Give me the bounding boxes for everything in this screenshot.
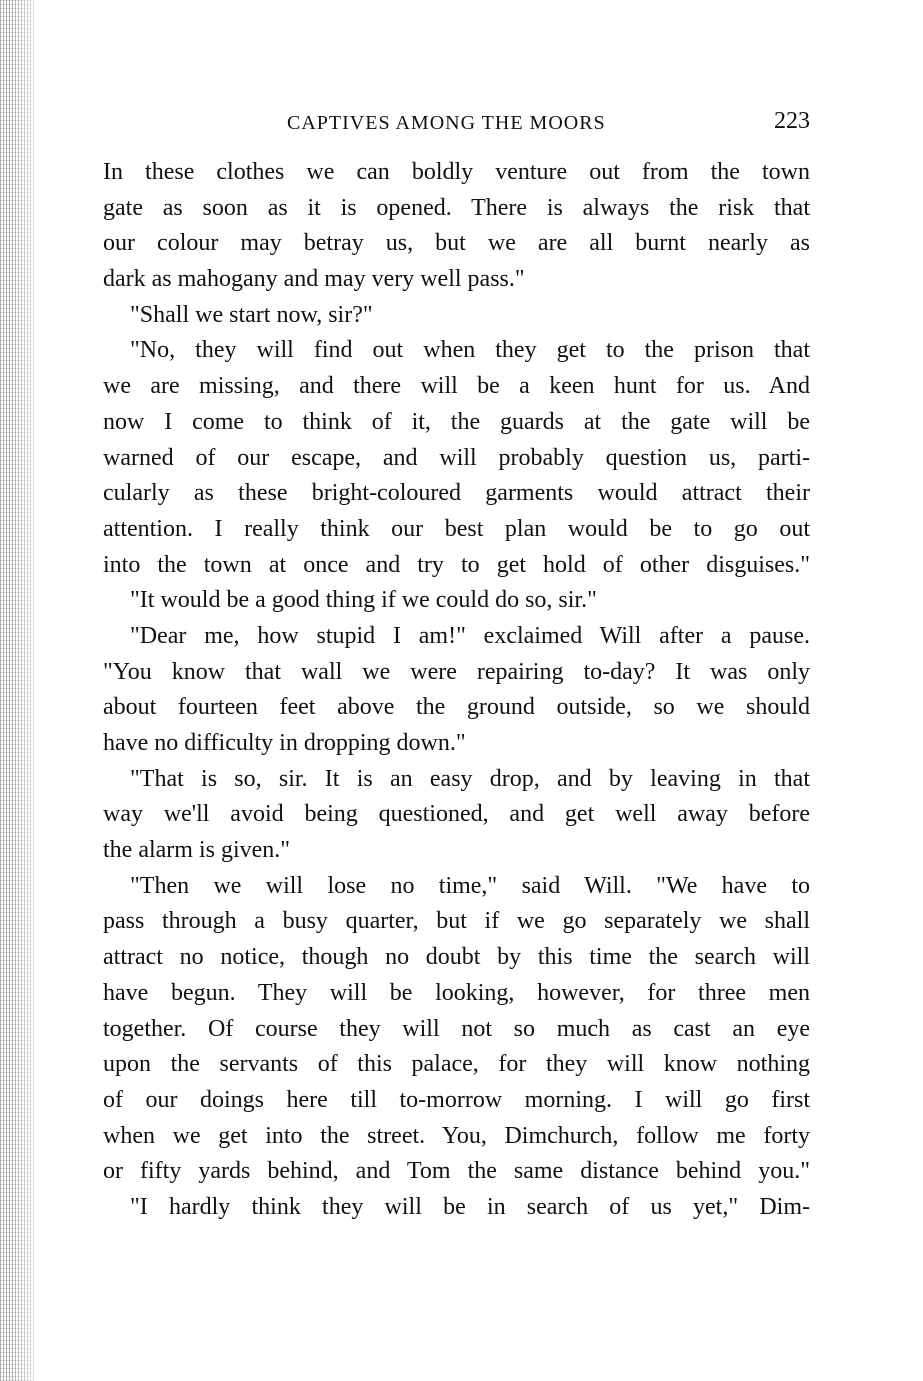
text-line: In these clothes we can boldly venture out from the town [103, 159, 810, 185]
text-line: our colour may betray us, but we are all burnt nearly as [103, 230, 810, 257]
page-number: 223 [774, 108, 810, 134]
running-title: CAPTIVES AMONG THE MOORS [287, 112, 606, 134]
text-line: gate as soon as it is opened. There is always the risk that [103, 194, 810, 221]
text-line: "Dear me, how stupid I am!" exclaimed Will after a pause. [130, 622, 810, 649]
text-line: pass through a busy quarter, but if we go separately we shall [103, 908, 810, 935]
text-line: way we'll avoid being questioned, and get well away before [103, 801, 810, 828]
text-line: now I come to think of it, the guards at the gate will be [103, 408, 810, 435]
text-line: warned of our escape, and will probably question us, parti- [103, 444, 810, 471]
text-line: together. Of course they will not so much as cast an eye [103, 1015, 810, 1042]
page-binding-edge [0, 0, 34, 1381]
text-line: "It would be a good thing if we could do so, sir." [130, 587, 597, 614]
text-line: "No, they will find out when they get to the prison that [130, 337, 810, 364]
text-line: or fifty yards behind, and Tom the same distance behind you." [103, 1158, 810, 1185]
text-line: "I hardly think they will be in search of us yet," Dim- [130, 1193, 810, 1220]
text-line: have no difficulty in dropping down." [103, 730, 466, 756]
text-line: have begun. They will be looking, however, for three men [103, 979, 810, 1006]
page-header [103, 104, 810, 144]
text-line: "That is so, sir. It is an easy drop, and by leaving in that [130, 765, 810, 792]
text-line: into the town at once and try to get hold of other disguises." [103, 551, 810, 578]
text-line: dark as mahogany and may very well pass." [103, 266, 525, 293]
text-line: about fourteen feet above the ground outside, so we should [103, 694, 810, 721]
text-line: "Shall we start now, sir?" [130, 301, 373, 328]
text-line: attract no notice, though no doubt by this time the search will [103, 944, 810, 971]
text-line: upon the servants of this palace, for they will know nothing [103, 1051, 810, 1078]
text-line: the alarm is given." [103, 837, 291, 864]
text-line: cularly as these bright-coloured garments would attract their [103, 480, 810, 507]
text-line: we are missing, and there will be a keen hunt for us. And [103, 373, 810, 400]
text-line: of our doings here till to-morrow morning. I will go first [103, 1086, 810, 1113]
text-line: attention. I really think our best plan would be to go out [103, 515, 810, 542]
text-line: "Then we will lose no time," said Will. "We have to [130, 872, 810, 899]
text-line: "You know that wall we were repairing to-day? It was only [103, 658, 810, 685]
body-text [103, 155, 810, 1226]
text-line: when we get into the street. You, Dimchurch, follow me forty [103, 1122, 810, 1149]
